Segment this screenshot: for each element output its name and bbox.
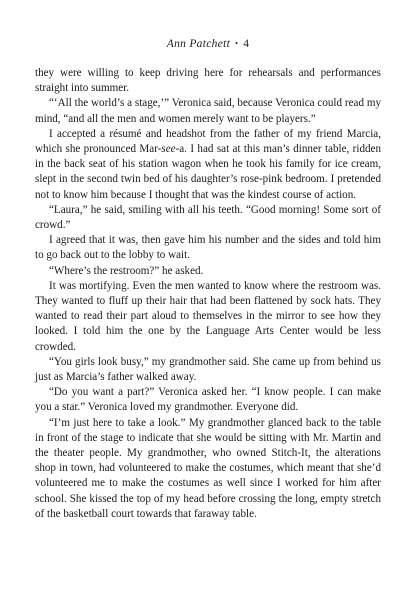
author-name: Ann Patchett: [166, 38, 231, 50]
header-separator: •: [235, 39, 239, 48]
paragraph: I accepted a résumé and headshot from the father of my friend Marcia, which she pronounced Mar-see-a. I had sat at this man’s dinner table, ridden in the back seat of his station wagon when he took his family for ice cream, slept in the second twin bed of his daughter’s rose-pink bedroom. I pretended not to know him because I thought that was the kindest course of action.: [35, 127, 382, 201]
book-page: [35, 0, 381, 610]
paragraph: “‘All the world’s a stage,’” Veronica said, because Veronica could read my mind, “and all the men and women merely want to be players.”: [35, 97, 381, 125]
paragraph: “Do you want a part?” Veronica asked her. “I know people. I can make you a star.” Veronica loved my grandmother. Everyone did.: [35, 386, 381, 414]
page-number: 4: [243, 38, 250, 50]
paragraph: “You girls look busy,” my grandmother said. She came up from behind us just as Marcia’s father walked away.: [35, 355, 381, 384]
paragraph: It was mortifying. Even the men wanted to know where the restroom was. They wanted to fluff up their hair that had been flattened by sock hats. They wanted to read their part aloud to themselves in the mirror to see how they looked. I told him the one by the Language Arts Center would be less crowded.: [35, 279, 381, 353]
paragraph: “Laura,” he said, smiling with all his teeth. “Good morning! Some sort of crowd.”: [35, 203, 381, 232]
paragraph: “Where’s the restroom?” he asked.: [49, 264, 204, 277]
paragraph: they were willing to keep driving here for rehearsals and performances straight into summer.: [35, 67, 381, 95]
running-head: [35, 38, 381, 50]
paragraph: “I’m just here to take a look.” My grandmother glanced back to the table in front of the stage to indicate that she would be sitting with Mr. Martin and the theater people. My grandmother, who owned Stitch-It, the alterations shop in town, had volunteered to make the costumes, which meant that she’d volunteered me to make the costumes as well since I worked for him after school. She kissed the top of my head before crossing the long, empty stretch of the basketball court towards that faraway table.: [35, 416, 381, 520]
body-text: [35, 66, 381, 522]
paragraph: I agreed that it was, then gave him his number and the sides and told him to go back out to the lobby to wait.: [35, 234, 381, 262]
